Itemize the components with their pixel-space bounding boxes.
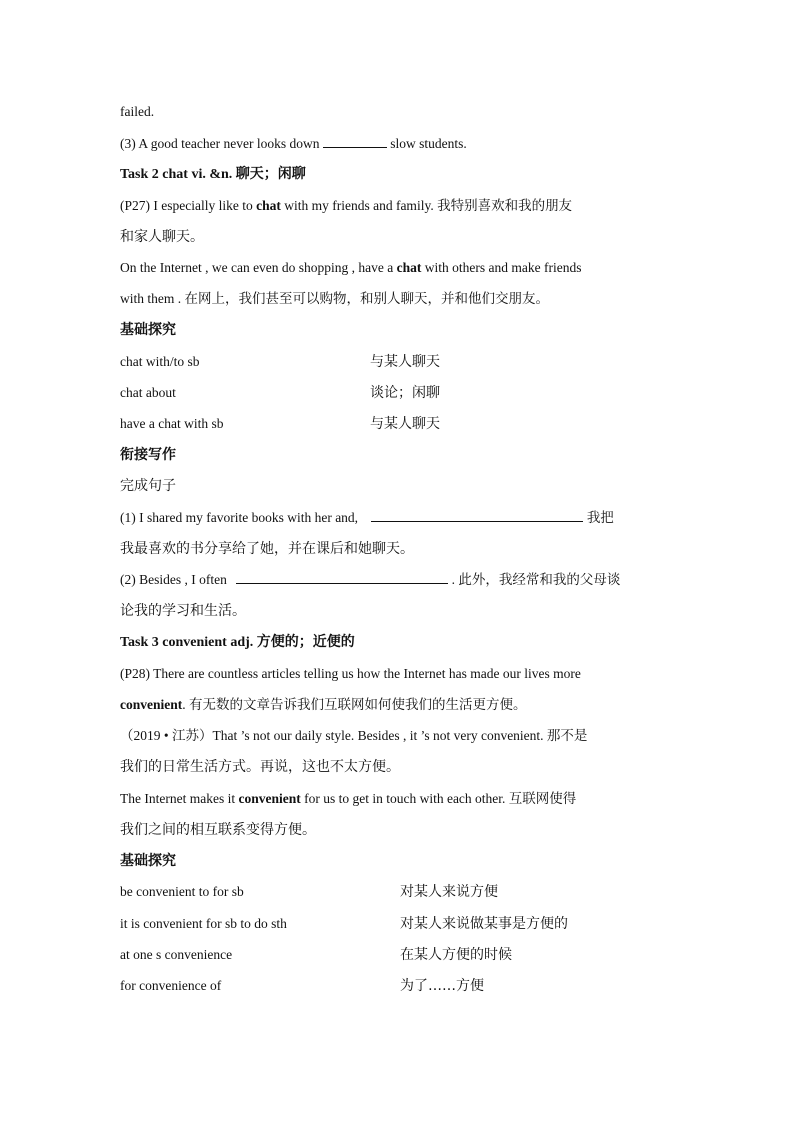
answer-blank[interactable]	[323, 135, 387, 148]
section-heading	[120, 851, 680, 871]
exercise-line	[120, 508, 680, 528]
exercise-line	[120, 134, 680, 154]
phrase-zh: 对某人来说方便	[400, 884, 498, 900]
heading-text: 基础探究	[120, 853, 176, 869]
phrase-en: have a chat with sb	[120, 416, 224, 431]
heading-text: 衔接写作	[120, 447, 176, 463]
phrase-zh: 在某人方便的时候	[400, 947, 512, 963]
phrase-row	[120, 352, 680, 372]
phrase-zh: 与某人聊天	[370, 416, 440, 432]
phrase-row	[120, 914, 680, 934]
text-fragment: for us to get in touch with each other. 互联网使得	[304, 791, 577, 806]
text-fragment: (2) Besides , I often	[120, 572, 227, 587]
text-fragment: (1) I shared my favorite books with her and,	[120, 510, 359, 525]
text-fragment: (3) A good teacher never looks down	[120, 136, 320, 151]
phrase-en: at one s convenience	[120, 947, 233, 962]
phrase-en: chat with/to sb	[120, 354, 200, 369]
task-2-heading	[120, 165, 680, 185]
keyword: chat	[396, 260, 422, 275]
instruction-text: 完成句子	[120, 478, 176, 494]
text-fragment: . 此外，我经常和我的父母谈	[451, 572, 621, 587]
example-line	[120, 789, 680, 809]
example-line	[120, 196, 680, 216]
text-fragment: 论我的学习和生活。	[120, 603, 246, 619]
text-fragment: （2019 • 江苏）That ’s not our daily style. Besides , it ’s not very convenient. 那不是	[120, 728, 588, 743]
phrase-zh: 为了……方便	[400, 978, 484, 994]
phrase-row	[120, 945, 680, 965]
keyword: chat	[256, 198, 281, 213]
text-fragment: 我们之间的相互联系变得方便。	[120, 822, 316, 838]
text-fragment: (P27) I especially like to	[120, 198, 253, 213]
example-line	[120, 289, 680, 309]
text-fragment: slow students.	[390, 136, 467, 151]
keyword: convenient	[238, 791, 301, 806]
exercise-line	[120, 601, 680, 621]
answer-blank[interactable]	[371, 509, 583, 522]
example-line	[120, 258, 680, 278]
exercise-line	[120, 570, 680, 590]
text-fragment: with others and make friends	[424, 260, 582, 275]
phrase-en: chat about	[120, 385, 176, 400]
section-heading	[120, 445, 680, 465]
phrase-zh: 谈论；闲聊	[370, 385, 440, 401]
phrase-row	[120, 383, 680, 403]
exercise-line	[120, 539, 680, 559]
example-line	[120, 757, 680, 777]
text-fragment: with them . 在网上，我们甚至可以购物，和别人聊天，并和他们交朋友。	[120, 291, 549, 306]
example-line	[120, 820, 680, 840]
example-line	[120, 695, 680, 715]
phrase-row	[120, 882, 680, 902]
phrase-en: be convenient to for sb	[120, 884, 244, 899]
text-fragment: 我把	[586, 510, 614, 525]
text-line	[120, 102, 680, 122]
example-line	[120, 227, 680, 247]
text-fragment: 和家人聊天。	[120, 229, 204, 245]
phrase-zh: 与某人聊天	[370, 354, 440, 370]
phrase-en: it is convenient for sb to do sth	[120, 916, 287, 931]
text-fragment: 我们的日常生活方式。再说，这也不太方便。	[120, 759, 400, 775]
task-3-heading	[120, 633, 680, 653]
phrase-row	[120, 414, 680, 434]
text-fragment: On the Internet , we can even do shopping , have a	[120, 260, 394, 275]
heading-text: 基础探究	[120, 322, 176, 338]
keyword: convenient	[120, 697, 183, 712]
heading-text: Task 3 convenient adj. 方便的；近便的	[120, 635, 355, 650]
text-fragment: The Internet makes it	[120, 791, 236, 806]
phrase-zh: 对某人来说做某事是方便的	[400, 916, 568, 932]
text-fragment: 我最喜欢的书分享给了她，并在课后和她聊天。	[120, 541, 414, 557]
section-heading	[120, 320, 680, 340]
text-fragment: . 有无数的文章告诉我们互联网如何使我们的生活更方便。	[182, 697, 527, 712]
answer-blank[interactable]	[236, 571, 448, 584]
text-fragment: with my friends and family. 我特别喜欢和我的朋友	[284, 198, 573, 213]
example-line	[120, 726, 680, 746]
instruction-line	[120, 476, 680, 496]
text-fragment: failed.	[120, 104, 155, 119]
text-fragment: (P28) There are countless articles telling us how the Internet has made our lives more	[120, 666, 581, 681]
heading-text: Task 2 chat vi. &n. 聊天；闲聊	[120, 167, 306, 182]
example-line	[120, 664, 680, 684]
phrase-en: for convenience of	[120, 978, 222, 993]
phrase-row	[120, 976, 680, 996]
